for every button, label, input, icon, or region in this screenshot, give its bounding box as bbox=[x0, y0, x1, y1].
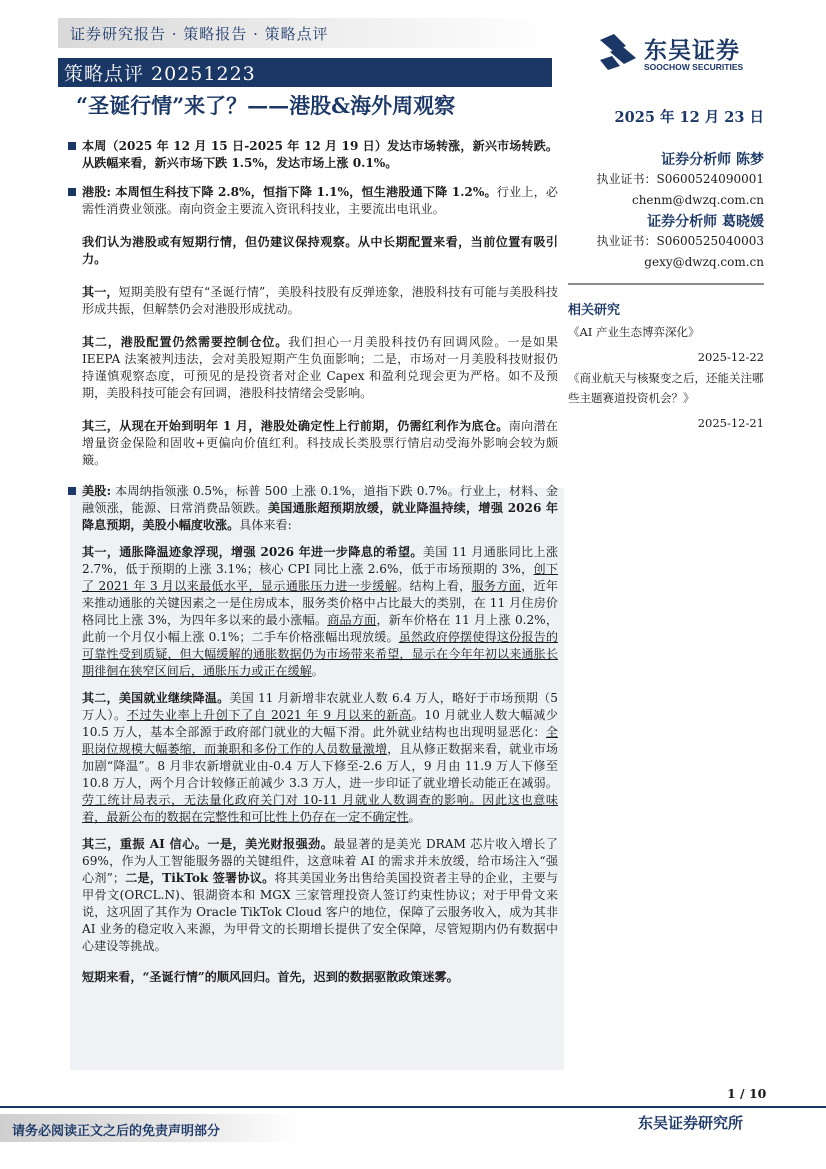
report-code: 策略点评 20251223 bbox=[64, 63, 256, 85]
hk-view: 我们认为港股或有短期行情，但仍建议保持观察。从中长期配置来看，当前位置有吸引力。 bbox=[82, 235, 558, 266]
report-date: 2025 年 12 月 23 日 bbox=[614, 109, 764, 126]
soochow-logo-icon bbox=[596, 30, 640, 74]
analyst-email[interactable]: chenm@dwzq.com.cn bbox=[631, 193, 764, 207]
us-point-ai-confidence: 其三，重振 AI 信心。一是，美光财报强劲。最显著的是美光 DRAM 芯片收入增长了 69%，作为人工智能服务器的关键组件，这意味着 AI 的需求并未放缓，给市场注入“强心剂”；二是，TikTok 签署协议。将其美国业务出售给美国投资者主导的企业，主要与甲骨文(ORCL.N)、银湖资本和 MGX 三家管理投资人签订约束性协议；对于甲骨文来说，这巩固了其作为 Oracle TikTok Cloud 客户的地位，保障了云服务收入，成为其非 AI 业务的稳定收入来源，为甲骨文的长期增长提供了安全保障，尽管短期内仍有数据中心建设等挑战。 bbox=[82, 837, 558, 953]
analyst-cert: 执业证书：S0600524090001 bbox=[596, 172, 764, 186]
soochow-logo bbox=[596, 30, 776, 76]
bullet-hk-market: 港股: 本周恒生科技下降 2.8%，恒指下降 1.1%，恒生港股通下降 1.2%。行业上，必需性消费业领涨。南向资金主要流入资讯科技业，主要流出电讯业。 bbox=[60, 184, 558, 218]
analyst-1 bbox=[568, 149, 764, 211]
related-research-item[interactable]: 《AI 产业生态博弈深化》 bbox=[568, 325, 700, 339]
logo-english-name: SOOCHOW SECURITIES bbox=[644, 62, 744, 72]
page-number: 1 / 10 bbox=[727, 1086, 767, 1101]
analyst-2 bbox=[568, 211, 764, 273]
report-code-band bbox=[58, 58, 552, 87]
hk-point-2: 其二，港股配置仍然需要控制仓位。我们担心一月美股科技仍有回调风险。一是如果 IEEPA 法案被判违法，会对美股短期产生负面影响；二是，市场对一月美股科技财报仍持谨慎观察态度，可预见的是投资者对企业 Capex 和盈利兑现会更为严格。如不及预期，美股科技可能会有回调，港股科技情绪会受影响。 bbox=[82, 335, 558, 400]
us-point-inflation: 其一，通胀降温迹象浮现，增强 2026 年进一步降息的希望。美国 11 月通胀同比上涨 2.7%，低于预期的上涨 3.1%；核心 CPI 同比上涨 2.6%，低于市场预期的 3%，创下了 2021 年 3 月以来最低水平，显示通胀压力进一步缓解。结构上看，服务方面，近年来推动通胀的关键因素之一是住房成本，服务类价格中占比最大的类别，在 11 月住房价格同比上涨 3%，为四年多以来的最小涨幅。商品方面，新车价格在 11 月上涨 0.2%，此前一个月仅小幅上涨 0.1%；二手车价格涨幅出现放缓。虽然政府停摆使得这份报告的可靠性受到质疑，但大幅缓解的通胀数据仍为市场带来希望，显示在今年年初以来通胀长期徘徊在狭窄区间后，通胀压力或正在缓解。 bbox=[82, 545, 558, 678]
related-research-date: 2025-12-21 bbox=[697, 416, 764, 430]
hk-point-3: 其三，从现在开始到明年 1 月，港股处确定性上行前期，仍需红利作为底仓。南向潜在增量资金保险和固收+更偏向价值红利。科技成长类股票行情启动受海外影响会较为颇簸。 bbox=[82, 419, 558, 467]
bullet-square-icon bbox=[68, 487, 76, 495]
related-research-heading: 相关研究 bbox=[568, 283, 764, 318]
bullet-global-markets: 本周（2025 年 12 月 15 日-2025 年 12 月 19 日）发达市场转涨，新兴市场转跌。从跌幅来看，新兴市场下跌 1.5%，发达市场上涨 0.1%。 bbox=[60, 138, 558, 172]
report-title: “圣诞行情”来了？——港股&海外周观察 bbox=[76, 93, 456, 118]
hk-point-1: 其一，短期美股有望有“圣诞行情”，美股科技股有反弹迹象，港股科技有可能与美股科技形成共振，但解禁仍会对港股形成扰动。 bbox=[82, 285, 558, 316]
bullet-square-icon bbox=[68, 142, 76, 150]
analyst-title: 证券分析师 葛晓媛 bbox=[647, 214, 764, 230]
logo-chinese-name: 东吴证券 bbox=[644, 37, 740, 64]
disclaimer-text: 请务必阅读正文之后的免责声明部分 bbox=[12, 1124, 221, 1139]
closing-paragraph: 短期来看，“圣诞行情”的顺风回归。首先，迟到的数据驱散政策迷雾。 bbox=[82, 970, 459, 984]
header-category: 证券研究报告 · 策略报告 · 策略点评 bbox=[70, 25, 329, 43]
disclaimer-band bbox=[0, 1114, 300, 1142]
sidebar bbox=[568, 106, 764, 430]
bullet-us-market: 美股: 本周纳指领涨 0.5%，标普 500 上涨 0.1%，道指下跌 0.7%。行业上，材料、金融领涨，能源、日常消费品领跌。美国通胀超预期放缓，就业降温持续，增强 2026 年降息预期，美股小幅度收涨。具体来看: bbox=[60, 483, 558, 534]
analyst-title: 证券分析师 陈梦 bbox=[661, 152, 764, 168]
footer-divider bbox=[0, 1106, 826, 1108]
institute-name: 东吴证券研究所 bbox=[638, 1114, 744, 1132]
header-category-band bbox=[58, 18, 552, 48]
analyst-cert: 执业证书：S0600525040003 bbox=[596, 234, 764, 248]
report-body bbox=[60, 138, 558, 986]
related-research-item[interactable]: 《商业航天与核聚变之后，还能关注哪些主题赛道投资机会？》 bbox=[568, 371, 764, 405]
related-research-date: 2025-12-22 bbox=[697, 350, 764, 364]
us-point-employment: 其二，美国就业继续降温。美国 11 月新增非农就业人数 6.4 万人，略好于市场预期（5 万人）。不过失业率上升创下了自 2021 年 9 月以来的新高。10 月就业人数大幅减少 10.5 万人，基本全部源于政府部门就业的大幅下滑。此外就业结构也出现明显恶化：全职岗位规模大幅萎缩，而兼职和多份工作的人员数量激增，且从修正数据来看，就业市场加剧“降温”。8 月非农新增就业由-0.4 万人下修至-2.6 万人，9 月由 11.9 万人下修至 10.8 万人，两个月合计较修正前减少 3.3 万人，进一步印证了就业增长动能正在减弱。劳工统计局表示，无法量化政府关门对 10-11 月就业人数调查的影响。因此这也意味着，最新公布的数据在完整性和可比性上仍存在一定不确定性。 bbox=[82, 691, 558, 824]
analyst-email[interactable]: gexy@dwzq.com.cn bbox=[644, 255, 764, 269]
bullet-square-icon bbox=[68, 188, 76, 196]
